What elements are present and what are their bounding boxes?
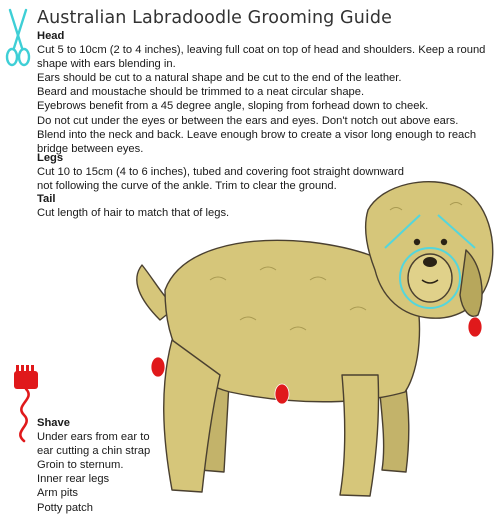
list-item: Groin to sternum. (37, 459, 124, 472)
labradoodle-illustration (120, 170, 500, 515)
head-line: Ears should be cut to a natural shape and be cut to the end of the leather. (37, 72, 402, 85)
head-section (37, 29, 487, 156)
list-item: Under ears from ear to ear cutting a chin strap (37, 431, 151, 458)
page-title: Australian Labradoodle Grooming Guide (37, 8, 392, 28)
shave-heading: Shave (37, 417, 70, 429)
tail-line: Cut length of hair to match that of legs. (37, 207, 230, 220)
legs-line: not following the curve of the ankle. Trim to clear the ground. (37, 180, 337, 193)
scissors-icon (4, 8, 32, 68)
shave-list (37, 430, 167, 515)
legs-line: Cut 10 to 15cm (4 to 6 inches), tubed and covering foot straight downward (37, 166, 404, 179)
head-line: Beard and moustache should be trimmed to a neat circular shape. (37, 86, 365, 99)
head-line: Eyebrows benefit from a 45 degree angle, sloping from forhead down to cheek. (37, 100, 429, 113)
list-item: Arm pits (37, 487, 79, 500)
legs-heading: Legs (37, 152, 64, 164)
list-item: Inner rear legs (37, 473, 110, 486)
head-line: Cut 5 to 10cm (2 to 4 inches), leaving full coat on top of head and shoulders. Keep a round shape with ears blending in. (37, 44, 486, 71)
head-heading: Head (37, 30, 65, 42)
head-line: Do not cut under the eyes or between the ears and eyes. Don't notch out above ears. (37, 114, 459, 127)
head-line: Blend into the neck and back. Leave enough brow to create a visor long enough to reach bridge between eyes. (37, 128, 477, 155)
shave-section (37, 416, 167, 515)
tail-heading: Tail (37, 193, 56, 205)
list-item: Potty patch (37, 501, 93, 514)
